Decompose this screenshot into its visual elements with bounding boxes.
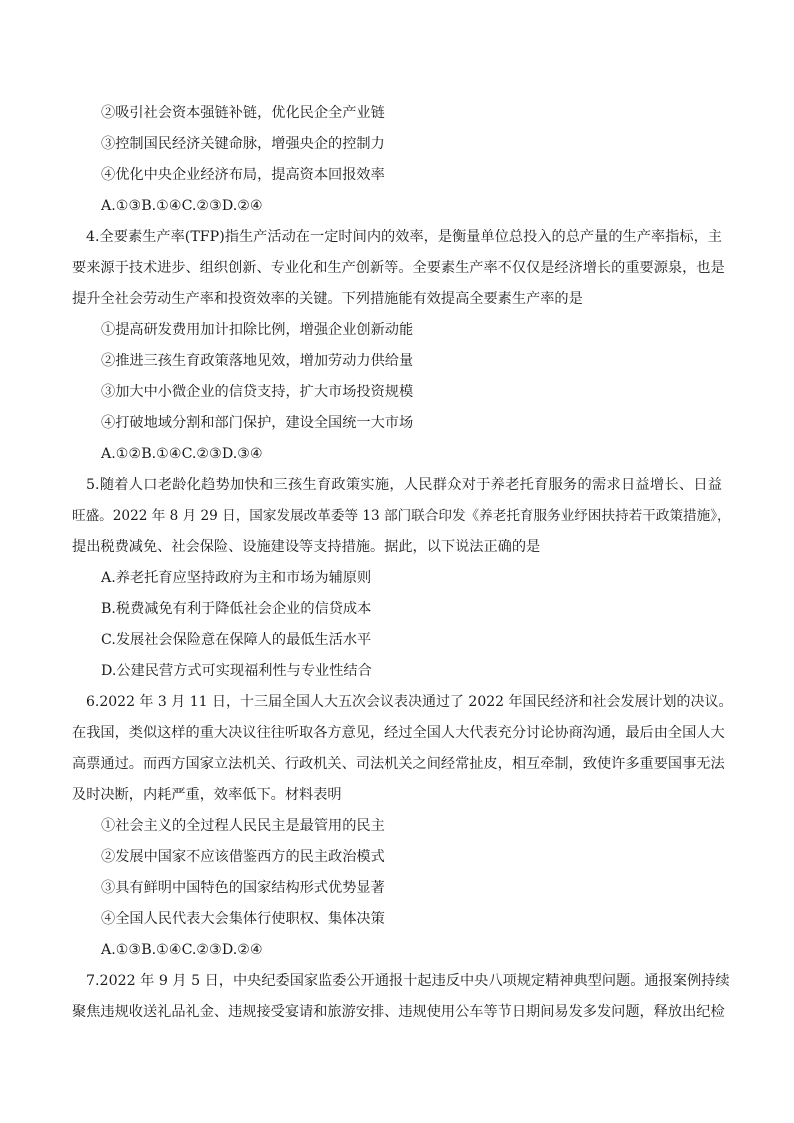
q5-stem-line-3: 提出税费减免、社会保险、设施建设等支持措施。据此，以下说法正确的是 [72,539,541,555]
q6-item-4: ④全国人民代表大会集体行使职权、集体决策 [101,911,385,927]
q3-answer-options: A.①③B.①④C.②③D.②④ [101,198,263,214]
q4-item-1: ①提高研发费用加计扣除比例，增强企业创新动能 [101,322,414,338]
q6-stem-line-3: 高票通过。而西方国家立法机关、行政机关、司法机关之间经常扯皮，相互牵制，致使许多重要国事无法 [72,756,725,772]
q4-item-4: ④打破地域分割和部门保护，建设全国统一大市场 [101,415,414,431]
q4-item-2: ②推进三孩生育政策落地见效，增加劳动力供给量 [101,353,414,369]
q4-item-3: ③加大中小微企业的信贷支持，扩大市场投资规模 [101,384,414,400]
q7-stem-line-2: 聚焦违规收送礼品礼金、违规接受宴请和旅游安排、违规使用公车等节日期间易发多发问题，释放出纪检 [72,1004,725,1020]
q6-answer-options: A.①③B.①④C.②③D.②④ [101,942,263,958]
q5-option-b: B.税费减免有利于降低社会企业的信贷成本 [101,601,372,617]
q3-item-2: ②吸引社会资本强链补链，优化民企全产业链 [101,105,385,121]
q6-item-3: ③具有鲜明中国特色的国家结构形式优势显著 [101,880,385,896]
q5-option-d: D.公建民营方式可实现福利性与专业性结合 [101,663,372,679]
q7-stem-line-1: 7.2022 年 9 月 5 日，中央纪委国家监委公开通报十起违反中央八项规定精神典型问题。通报案例持续 [86,973,730,989]
q5-option-a: A.养老托育应坚持政府为主和市场为辅原则 [101,570,372,586]
q4-stem-line-1: 4.全要素生产率(TFP)指生产活动在一定时间内的效率，是衡量单位总投入的总产量的生产率指标，主 [86,229,722,245]
q5-stem-line-2: 旺盛。2022 年 8 月 29 日，国家发展改革委等 13 部门联合印发《养老托育服务业纾困扶持若干政策措施》， [72,508,731,524]
q6-item-2: ②发展中国家不应该借鉴西方的民主政治模式 [101,849,385,865]
q4-stem-line-3: 提升全社会劳动生产率和投资效率的关键。下列措施能有效提高全要素生产率的是 [72,291,583,307]
q4-answer-options: A.①②B.①④C.②③D.③④ [101,446,263,462]
q3-item-4: ④优化中央企业经济布局，提高资本回报效率 [101,167,385,183]
q5-option-c: C.发展社会保险意在保障人的最低生活水平 [101,632,372,648]
q5-stem-line-1: 5.随着人口老龄化趋势加快和三孩生育政策实施，人民群众对于养老托育服务的需求日益增长、日益 [86,477,722,493]
q6-stem-line-2: 在我国，类似这样的重大决议往往听取各方意见，经过全国人大代表充分讨论协商沟通，最后由全国人大 [72,725,725,741]
q4-stem-line-2: 要来源于技术进步、组织创新、专业化和生产创新等。全要素生产率不仅仅是经济增长的重要源泉，也是 [72,260,725,276]
q6-stem-line-1: 6.2022 年 3 月 11 日，十三届全国人大五次会议表决通过了 2022 年国民经济和社会发展计划的决议。 [86,694,733,710]
q6-item-1: ①社会主义的全过程人民民主是最管用的民主 [101,818,385,834]
q6-stem-line-4: 及时决断，内耗严重，效率低下。材料表明 [72,787,342,803]
q3-item-3: ③控制国民经济关键命脉，增强央企的控制力 [101,136,385,152]
